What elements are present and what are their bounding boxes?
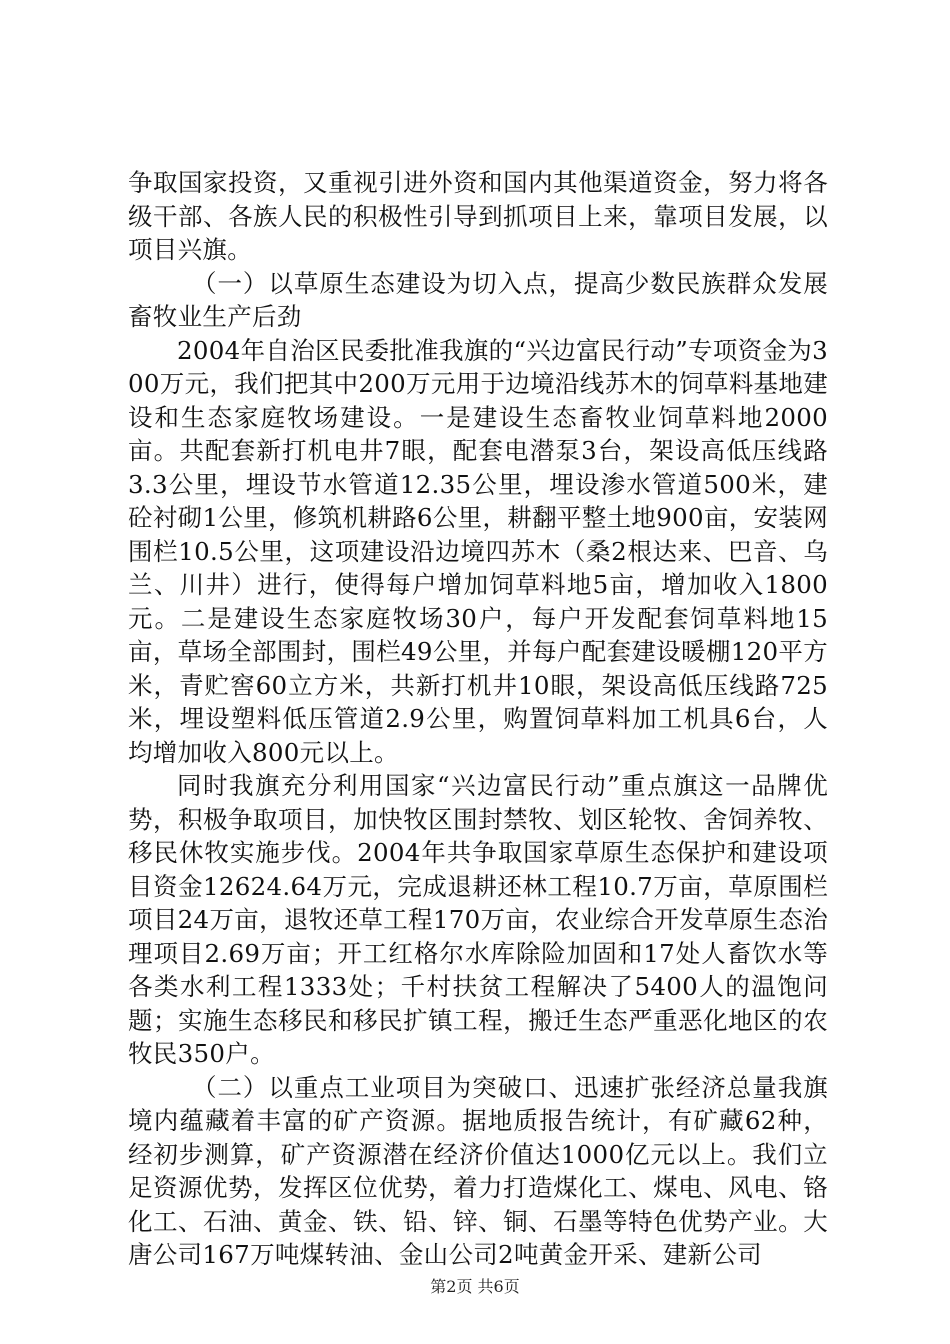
paragraph-funding: 2004年自治区民委批准我旗的“兴边富民行动”专项资金为300万元，我们把其中200万元用于边境沿线苏木的饲草料基地建设和生态家庭牧场建设。一是建设生态畜牧业饲草料地2000亩。共配套新打机电井7眼，配套电潜泵3台，架设高低压线路3.3公里，埋设节水管道12.35公里，埋设渗水管道500米，建砼衬砌1公里，修筑机耕路6公里，耕翻平整土地900亩，安装网围栏10.5公里，这项建设沿边境四苏木（桑2根达来、巴音、乌兰、川井）进行，使得每户增加饲草料地5亩，增加收入1800元。二是建设生态家庭牧场30户，每户开发配套饲草料地15亩，草场全部围封，围栏49公里，并每户配套建设暖棚120平方米，青贮窖60立方米，共新打机井10眼，架设高低压线路725米，埋设塑料低压管道2.9公里，购置饲草料加工机具6台，人均增加收入800元以上。 (128, 335, 828, 767)
page-footer: 第2页 共6页 (430, 1277, 520, 1296)
paragraph-projects: 同时我旗充分利用国家“兴边富民行动”重点旗这一品牌优势，积极争取项目，加快牧区围封禁牧、划区轮牧、舍饲养牧、移民休牧实施步伐。2004年共争取国家草原生态保护和建设项目资金12624.64万元，完成退耕还林工程10.7万亩，草原围栏项目24万亩，退牧还草工程170万亩，农业综合开发草原生态治理项目2.69万亩；开工红格尔水库除险加固和17处人畜饮水等各类水利工程1333处；千村扶贫工程解决了5400人的温饱问题；实施生态移民和移民扩镇工程，搬迁生态严重恶化地区的农牧民350户。 (128, 771, 828, 1068)
section-heading-2: （二）以重点工业项目为突破口、迅速扩张经济总量我旗境内蕴藏着丰富的矿产资源。据地质报告统计，有矿藏62种，经初步测算，矿产资源潜在经济价值达1000亿元以上。我们立足资源优势，发挥区位优势，着力打造煤化工、煤电、风电、铬化工、石油、黄金、铁、铅、锌、铜、石墨等特色优势产业。大唐公司167万吨煤转油、金山公司2吨黄金开采、建新公司 (128, 1072, 828, 1269)
section-heading-1: （一）以草原生态建设为切入点，提高少数民族群众发展畜牧业生产后劲 (128, 268, 828, 331)
paragraph-continuation: 争取国家投资，又重视引进外资和国内其他渠道资金，努力将各级干部、各族人民的积极性引导到抓项目上来，靠项目发展，以项目兴旗。 (128, 168, 828, 264)
document-body (128, 166, 828, 1272)
